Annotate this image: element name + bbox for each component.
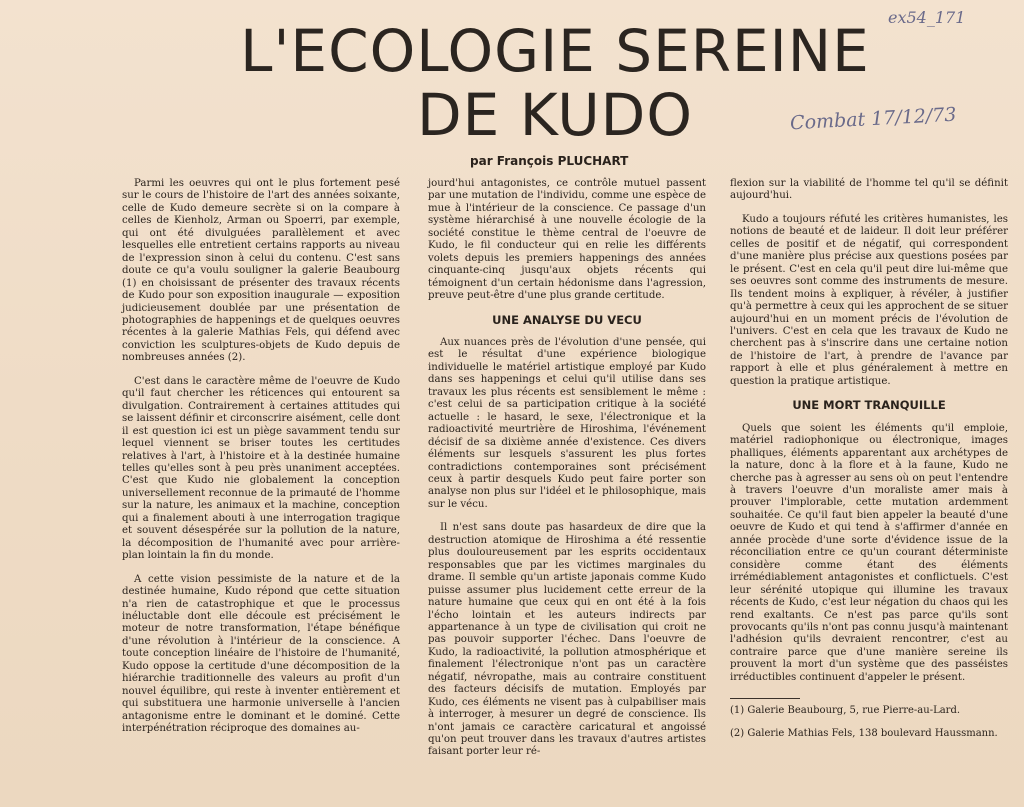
paragraph: Parmi les oeuvres qui ont le plus fortement pesé sur le cours de l'histoire de l'art des années soixante, celle de Kudo demeure secrète si on la compare à celles de Kienholz, Arman ou Spoerri, par exemple, qui ont été divulguées parallèlement et avec lesquelles elle entretient certains rapports au niveau de l'expression sinon à celui du contenu. C'est sans doute ce qu'a voulu souligner la galerie Beaubourg (1) en choisissant de présenter des travaux récents de Kudo pour son exposition inaugurale — exposition judicieusement doublée par une présentation de photographies de happenings et de quelques oeuvres récentes à la galerie Mathias Fels, qui défend avec conviction les sculptures-objets de Kudo depuis de nombreuses années (2). <box>122 178 400 364</box>
handwritten-source-date: Combat 17/12/73 <box>789 103 957 135</box>
paragraph: Kudo a toujours réfuté les critères humanistes, les notions de beauté et de laideur. Il doit leur préférer celles de positif et de négatif, qui correspondent d'une manière plus précise aux questions posées par le présent. C'est en cela qu'il peut dire lui-même que ses oeuvres sont comme des instruments de mesure. Ils tendent moins à expliquer, à révéler, à justifier qu'à permettre à ceux qui les approchent de se situer aujourd'hui en un moment précis de l'évolution de l'univers. C'est en cela que les travaux de Kudo ne cherchent pas à s'inscrire dans une certaine notion de l'histoire de l'art, à prendre de l'avance par rapport à elle et plus généralement à mettre en question la pratique artistique. <box>730 213 1008 387</box>
byline: par François PLUCHART <box>470 154 629 168</box>
paragraph: Il n'est sans doute pas hasardeux de dire que la destruction atomique de Hiroshima a été ressentie plus douloureusement par les esprits occidentaux responsables que par les victimes marginales du drame. Il semble qu'un artiste japonais comme Kudo puisse assumer plus lucidement cette erreur de la nature humaine que ceux qui en ont été à la fois l'écho lointain et les auteurs indirects par appartenance à un type de civilisation qui croit ne pas pouvoir supporter l'échec. Dans l'oeuvre de Kudo, la radioactivité, la pollution atmosphérique et finalement l'électronique n'ont pas un caractère négatif, névropathe, mais au contraire constituent des facteurs décisifs de mutation. Employés par Kudo, ces éléments ne visent pas à culpabiliser mais à interroger, à mesurer un degré de conscience. Ils n'ont jamais ce caractère caricatural et angoissé qu'on peut trouver dans les travaux d'autres artistes faisant porter leur ré- <box>428 522 706 758</box>
footnote: (2) Galerie Mathias Fels, 138 boulevard Haussmann. <box>730 728 998 740</box>
section-heading: UNE ANALYSE DU VECU <box>492 312 642 327</box>
handwritten-reference: ex54_171 <box>888 8 966 27</box>
paragraph: jourd'hui antagonistes, ce contrôle mutuel passent par une mutation de l'individu, comme une espèce de mue à l'intérieur de la conscience. Ce passage d'un système hiérarchisé à une nouvelle écologie de la société constitue le thème central de l'oeuvre de Kudo, le fil conducteur qui en relie les différents volets depuis les premiers happenings des années cinquante-cinq jusqu'aux objets récents qui témoignent d'un certain hédonisme dans l'agression, preuve peut-être d'une plus grande certitude. <box>428 178 706 302</box>
paragraph: Quels que soient les éléments qu'il emploie, matériel radiophonique ou électronique, images phalliques, éléments apparentant aux archétypes de la nature, donc à la flore et à la faune, Kudo ne cherche pas à agresser au sens où on peut l'entendre à travers l'oeuvre d'un moraliste amer mais à prouver l'implorable, cette mutation ardemment souhaitée. Ce qu'il faut bien appeler la beauté d'une oeuvre de Kudo et qui tend à s'affirmer d'année en année procède d'une sorte d'évidence issue de la réconciliation entre ce qu'un courant déterministe considère comme étant des éléments irrémédiablement antagonistes et conflictuels. C'est leur sérénité utopique qui illumine les travaux récents de Kudo, c'est leur négation du chaos qui les rend exaltants. Ce n'est pas parce qu'ils sont provocants qu'ils n'ont pas connu jusqu'à maintenant l'adhésion qu'ils devraient rencontrer, c'est au contraire parce que d'une manière sereine ils prouvent la mort d'un système que des passéistes irréductibles continuent d'appeler le présent. <box>730 422 1008 683</box>
column-1 <box>122 178 400 746</box>
section-heading: UNE MORT TRANQUILLE <box>792 398 946 413</box>
column-3 <box>730 178 1008 751</box>
paragraph: C'est dans le caractère même de l'oeuvre de Kudo qu'il faut chercher les réticences qui entourent sa divulgation. Contrairement à certaines attitudes qui se laissent définir et circonscrire aisément, celle dont il est question ici est un piège savamment tendu sur lequel viennent se briser toutes les certitudes relatives à l'art, à l'histoire et à la destinée humaine telles qu'elles sont à peu près unaniment acceptées. C'est que Kudo nie globalement la conception universellement reconnue de la primauté de l'homme sur la nature, les animaux et la machine, conception qui a finalement abouti à une interrogation tragique et souvent désespérée sur la pollution de la nature, la décomposition de l'humanité avec pour arrière-plan lointain la fin du monde. <box>122 375 400 562</box>
article-title-line-2: DE KUDO <box>417 81 693 149</box>
column-2 <box>428 178 706 770</box>
paragraph: A cette vision pessimiste de la nature et de la destinée humaine, Kudo répond que cette situation n'a rien de catastrophique et que le processus inéluctable dont elle découle est précisément le moteur de notre transformation, l'étape bénéfique d'une révolution à l'intérieur de la conscience. A toute conception linéaire de l'histoire de l'humanité, Kudo oppose la certitude d'une décomposition de la hiérarchie traditionnelle des valeurs au profit d'un nouvel équilibre, qui reste à inventer entièrement et qui substituera une harmonie universelle à l'ancien antagonisme entre le dominant et le dominé. Cette interpénétration réciproque des domaines au- <box>122 573 400 735</box>
footnote: (1) Galerie Beaubourg, 5, rue Pierre-au-Lard. <box>730 705 961 717</box>
paragraph: Aux nuances près de l'évolution d'une pensée, qui est le résultat d'une expérience biologique individuelle le matériel artistique employé par Kudo dans ses happenings et celui qu'il utilise dans ses travaux les plus récents est sensiblement le même : c'est celui de sa participation critique à la société actuelle : le hasard, le sexe, l'électronique et la radioactivité meurtrière de Hiroshima, l'événement décisif de sa dixième année d'existence. Ces divers éléments sur lesquels s'assurent les plus fortes contradictions contemporaines sont précisément ceux à partir desquels Kudo peut faire porter son analyse non plus sur l'idéel et le philosophique, mais sur le vécu. <box>428 336 706 510</box>
article-title-line-1: L'ECOLOGIE SEREINE <box>240 17 870 85</box>
paragraph: flexion sur la viabilité de l'homme tel qu'il se définit aujourd'hui. <box>730 178 1008 202</box>
footnote-divider <box>730 698 800 699</box>
